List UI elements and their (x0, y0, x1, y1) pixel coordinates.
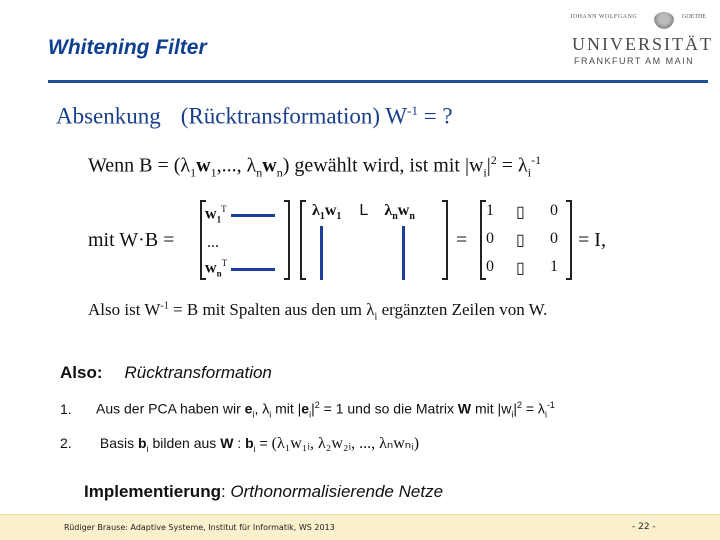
i1-g: mit |w (471, 400, 512, 417)
l1-s7: i (527, 165, 532, 180)
also-bold: Also: (60, 363, 103, 382)
matrix-w-rown (205, 258, 227, 279)
equals-identity: = I, (578, 229, 606, 251)
also-a: Also ist W (88, 300, 161, 319)
item-num: 1. (60, 400, 72, 417)
id-cell: 0 (550, 202, 558, 219)
l1-s2: 1 (210, 165, 217, 180)
i2-c: bilden aus (148, 435, 221, 451)
l1-s3: n (256, 165, 263, 180)
i2-b2sub: i (253, 443, 256, 454)
w1-sup: T (221, 204, 227, 214)
b-w1: w (324, 202, 337, 219)
rown-bar (231, 268, 275, 271)
i1-wsub: i (511, 409, 514, 420)
l1-c: ,..., λ (216, 154, 257, 177)
impl-colon: : (220, 482, 231, 501)
i1-d: | (311, 400, 315, 417)
identity-right-bracket (566, 200, 572, 280)
i1-W: W (457, 400, 472, 417)
i2-b2: b (245, 435, 254, 451)
also-c: ergänzten Zeilen von W. (377, 300, 548, 319)
heading-part2: (Rücktransformation) W (180, 103, 408, 129)
heading-sup: -1 (407, 103, 418, 118)
l1-s8: -1 (531, 153, 542, 167)
i2-bsub: i (146, 443, 149, 454)
i1-e2sub: i (309, 409, 312, 420)
heading-part3: = ? (417, 103, 453, 129)
id-cell: 0 (486, 258, 494, 275)
logo-small-text-2: GOETHE (682, 14, 706, 20)
i1-e: e (244, 400, 253, 417)
i1-lsub: i (269, 409, 272, 420)
l1-a: Wenn B = (λ (88, 154, 191, 177)
coln-bar (402, 226, 405, 280)
b-l1: λ (312, 202, 320, 219)
id-cell: 1 (550, 258, 558, 275)
footer-credit: Rüdiger Brause: Adaptive Systeme, Institut für Informatik, WS 2013 (64, 523, 335, 532)
list-item (60, 400, 555, 419)
slide-title: Whitening Filter (48, 36, 207, 59)
l1-f: | (486, 154, 491, 177)
i1-lsup: -1 (546, 400, 555, 410)
i1-esub: i (252, 409, 255, 420)
i1-h: | (513, 400, 517, 417)
i1-e2: e (301, 400, 310, 417)
l1-s5: i (483, 165, 487, 180)
matrix-b-right-bracket (442, 200, 448, 280)
page-number: - 22 - (632, 522, 656, 532)
b-sn: n (392, 211, 398, 223)
heading-part1: Absenkung (56, 103, 161, 129)
implementation-line (84, 482, 443, 502)
also-italic: Rücktransformation (124, 363, 272, 382)
id-cell: ▯ (516, 204, 525, 221)
i1-a: Aus der PCA haben wir (96, 400, 245, 417)
l1-g: = λ (496, 154, 528, 177)
i1-sup3: 2 (516, 400, 522, 410)
l1-s4: n (276, 165, 283, 180)
w1: w (205, 205, 217, 223)
matrix-w-dots: ... (207, 234, 219, 251)
l1-d: w (262, 154, 277, 177)
title-rule (48, 80, 708, 83)
row1-bar (231, 214, 275, 217)
i1-sup2: 2 (314, 400, 320, 410)
i1-lsub2: i (544, 409, 547, 420)
i2-d: : (233, 435, 246, 451)
impl-bold: Implementierung (84, 482, 221, 501)
logo-city: FRANKFURT AM MAIN (574, 56, 695, 66)
condition-line (88, 153, 541, 181)
i2-formula: (λ₁w₁ᵢ, λ₂w₂ᵢ, ..., λₙwₙᵢ) (271, 435, 420, 452)
also-b: = B mit Spalten aus den um λ (168, 300, 375, 319)
wn-sub: n (216, 268, 222, 279)
also-line (88, 300, 547, 322)
matrix-w-row1 (205, 204, 227, 225)
b-ellipsis: L (359, 202, 369, 219)
b-wn: w (397, 202, 410, 219)
footer-bar (0, 514, 720, 540)
b-s1: 1 (319, 211, 325, 223)
i1-i: = λ (521, 400, 545, 417)
b-ws1: 1 (336, 211, 342, 223)
b-ln: λ (384, 202, 393, 219)
i2-b: b (138, 435, 147, 451)
id-cell: ▯ (516, 260, 525, 277)
also-sup: -1 (160, 300, 169, 312)
w1-sub: 1 (216, 214, 222, 225)
i2-W: W (220, 435, 234, 451)
id-cell: 1 (486, 202, 494, 219)
logo-name: UNIVERSITÄT (572, 34, 713, 54)
equation-label: mit W·B = (88, 229, 175, 251)
item-num: 2. (60, 435, 72, 451)
goethe-portrait-icon (653, 12, 675, 32)
logo-small-text: JOHANN WOLFGANG (570, 14, 638, 20)
id-cell: ▯ (516, 232, 525, 249)
i1-b: , λ (254, 400, 270, 417)
matrix-w (205, 202, 275, 280)
wn-sup: T (221, 258, 228, 268)
id-cell: 0 (550, 230, 558, 247)
b-wsn: n (409, 211, 415, 223)
i1-f: = 1 und so die Matrix (319, 400, 458, 417)
col1-bar (320, 226, 323, 280)
wn: w (205, 259, 217, 277)
id-cell: 0 (486, 230, 494, 247)
l1-s6: 2 (490, 153, 497, 167)
i2-e: = (255, 435, 272, 451)
matrix-b-left-bracket (300, 200, 306, 280)
l1-e: ) gewählt wird, ist mit |w (282, 154, 484, 177)
list-item (60, 433, 419, 454)
also-heading (60, 363, 272, 383)
section-heading (56, 103, 453, 130)
identity-matrix (486, 200, 566, 280)
i1-c: mit | (271, 400, 302, 417)
i2-a: Basis (96, 435, 139, 451)
matrix-w-right-bracket (284, 200, 290, 280)
also-sub: i (374, 311, 378, 323)
impl-italic: Orthonormalisierende Netze (230, 482, 444, 501)
matrix-b (312, 202, 415, 222)
university-logo (570, 10, 713, 70)
equals-sign: = (456, 229, 468, 251)
l1-s1: 1 (190, 165, 197, 180)
l1-b: w (196, 154, 211, 177)
